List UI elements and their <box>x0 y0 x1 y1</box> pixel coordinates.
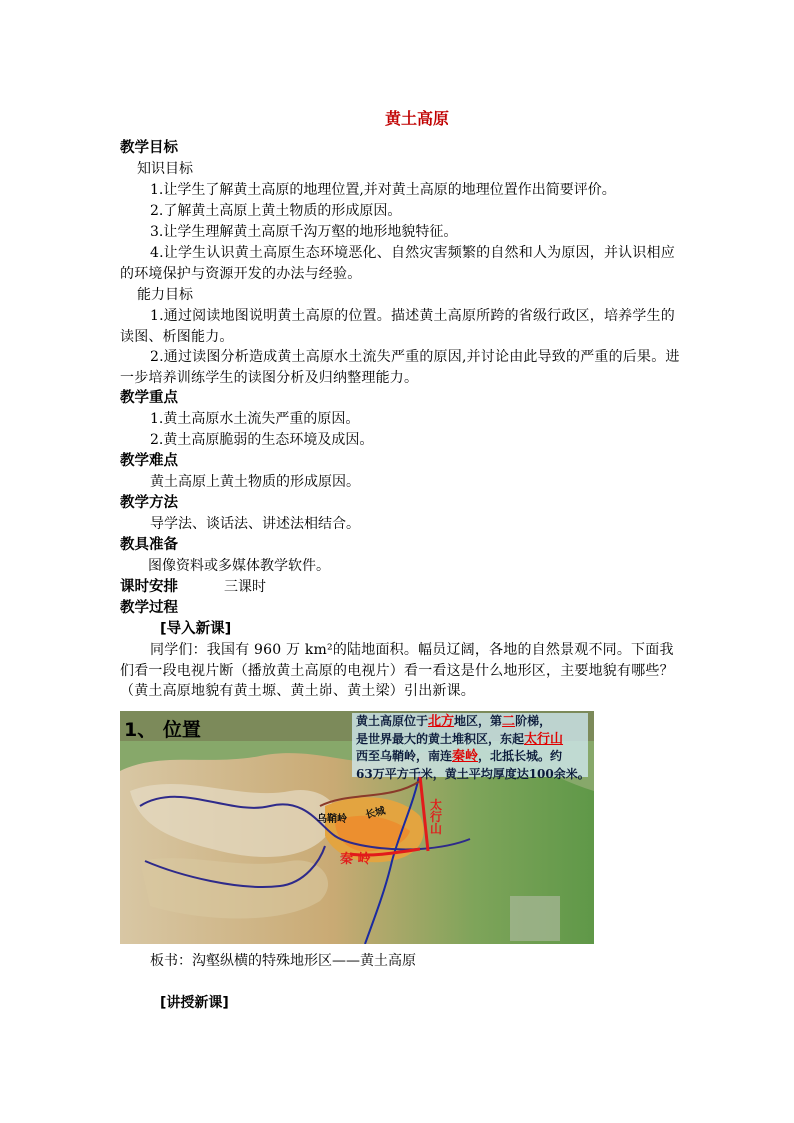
schedule-row <box>120 577 682 598</box>
methods-heading: 教学方法 <box>120 495 178 511</box>
info-text: 地区，第 <box>454 714 503 728</box>
map-label-wushaoling: 乌鞘岭 <box>317 814 347 825</box>
knowledge-item: 2.了解黄土高原上黄土物质的形成原因。 <box>150 203 402 219</box>
knowledge-item: 4.让学生认识黄土高原生态环境恶化、自然灾害频繁的自然和人为原因，并认识相应的环境保护与资源开发的办法与经验。 <box>120 245 675 282</box>
board-note: 板书：沟壑纵横的特殊地形区——黄土高原 <box>150 953 416 969</box>
map-label-taihang: 太行山 <box>430 798 443 836</box>
info-text: ，北抵长城。约 <box>478 749 563 763</box>
info-line: 63万平方千米，黄土平均厚度达100余米。 <box>356 766 590 781</box>
process-heading: 教学过程 <box>120 600 178 616</box>
new-lesson-heading: [讲授新课] <box>160 995 229 1011</box>
difficulty-text: 黄土高原上黄土物质的形成原因。 <box>150 474 360 490</box>
key-point-item: 2.黄土高原脆弱的生态环境及成因。 <box>150 432 374 448</box>
info-text: 西至乌鞘岭，南连 <box>356 749 453 763</box>
objectives-heading: 教学目标 <box>120 140 178 156</box>
info-line <box>352 731 588 749</box>
page-title: 黄土高原 <box>384 109 449 128</box>
difficulty-heading: 教学难点 <box>120 453 178 469</box>
info-text: 阶梯， <box>515 714 552 728</box>
intro-heading: [导入新课] <box>160 621 232 637</box>
info-text: 是世界最大的黄土堆积区，东起 <box>356 731 525 746</box>
knowledge-item: 3.让学生理解黄土高原千沟万壑的地形地貌特征。 <box>150 224 458 240</box>
info-highlight: 秦岭 <box>452 749 479 764</box>
info-text: 黄土高原位于 <box>356 714 429 728</box>
info-highlight: 北方 <box>428 714 455 729</box>
tools-heading: 教具准备 <box>120 537 178 553</box>
ability-item: 1.通过阅读地图说明黄土高原的位置。描述黄土高原所跨的省级行政区，培养学生的读图、析图能力。 <box>120 308 675 345</box>
key-point-item: 1.黄土高原水土流失严重的原因。 <box>150 411 360 427</box>
location-info-box <box>352 713 590 781</box>
ability-heading: 能力目标 <box>137 287 193 303</box>
figure-label: 1、 位置 <box>124 719 201 741</box>
map-label-qinling: 秦 岭 <box>340 852 371 867</box>
methods-text: 导学法、谈话法、讲述法相结合。 <box>150 516 360 532</box>
knowledge-heading: 知识目标 <box>137 161 193 177</box>
schedule-heading: 课时安排 <box>120 579 178 595</box>
map-label-great-wall: 长城 <box>364 805 387 822</box>
info-line <box>352 748 588 766</box>
location-map-figure <box>120 711 594 944</box>
schedule-value: 三课时 <box>224 579 266 595</box>
info-highlight: 太行山 <box>524 731 564 747</box>
ability-item: 2.通过读图分析造成黄土高原水土流失严重的原因,并讨论由此导致的严重的后果。进一步培养训练学生的读图分析及归纳整理能力。 <box>120 349 680 386</box>
intro-text: 同学们：我国有 960 万 km²的陆地面积。幅员辽阔，各地的自然景观不同。下面我们看一段电视片断（播放黄土高原的电视片）看一看这是什么地形区，主要地貌有哪些？（黄土高原地貌有黄土塬、黄土峁、黄土梁）引出新课。 <box>120 642 674 699</box>
tools-text: 图像资料或多媒体教学软件。 <box>148 558 330 574</box>
info-highlight: 二 <box>502 714 516 729</box>
info-line <box>352 713 588 731</box>
key-points-heading: 教学重点 <box>120 390 178 406</box>
knowledge-item: 1.让学生了解黄土高原的地理位置,并对黄土高原的地理位置作出简要评价。 <box>150 182 616 198</box>
